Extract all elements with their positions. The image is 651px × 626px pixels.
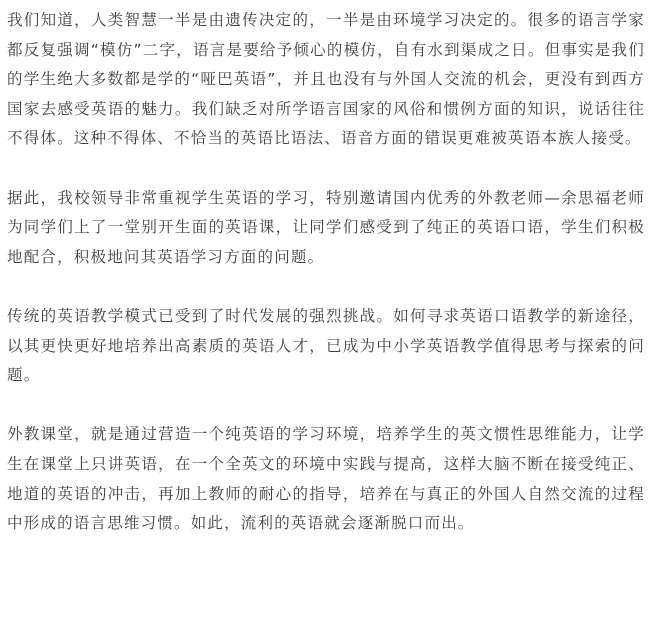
article-body (7, 6, 645, 539)
paragraph-teaching-challenge: 传统的英语教学模式已受到了时代发展的强烈挑战。如何寻求英语口语教学的新途径，以其更快更好地培养出高素质的英语人才，已成为中小学英语教学值得思考与探索的问题。 (7, 306, 645, 385)
paragraph-immersion-environment: 外教课堂，就是通过营造一个纯英语的学习环境，培养学生的英文惯性思维能力，让学生在课堂上只讲英语，在一个全英文的环境中实践与提高，这样大脑不断在接受纯正、地道的英语的冲击，再加上教师的耐心的指导，培养在与真正的外国人自然交流的过程中形成的语言思维习惯。如此，流利的英语就会逐渐脱口而出。 (7, 425, 645, 533)
paragraph-foreign-teacher-class: 据此，我校领导非常重视学生英语的学习，特别邀请国内优秀的外教老师—余思福老师为同学们上了一堂别开生面的英语课，让同学们感受到了纯正的英语口语，学生们积极地配合，积极地问其英语学习方面的问题。 (7, 188, 645, 266)
paragraph-intro: 我们知道，人类智慧一半是由遗传决定的，一半是由环境学习决定的。很多的语言学家都反复强调“模仿”二字，语言是要给予倾心的模仿，自有水到渠成之日。但事实是我们的学生绝大多数都是学的“哑巴英语”，并且也没有与外国人交流的机会，更没有到西方国家去感受英语的魅力。我们缺乏对所学语言国家的风俗和惯例方面的知识，说话往往不得体。这种不得体、不恰当的英语比语法、语音方面的错误更难被英语本族人接受。 (7, 11, 645, 148)
